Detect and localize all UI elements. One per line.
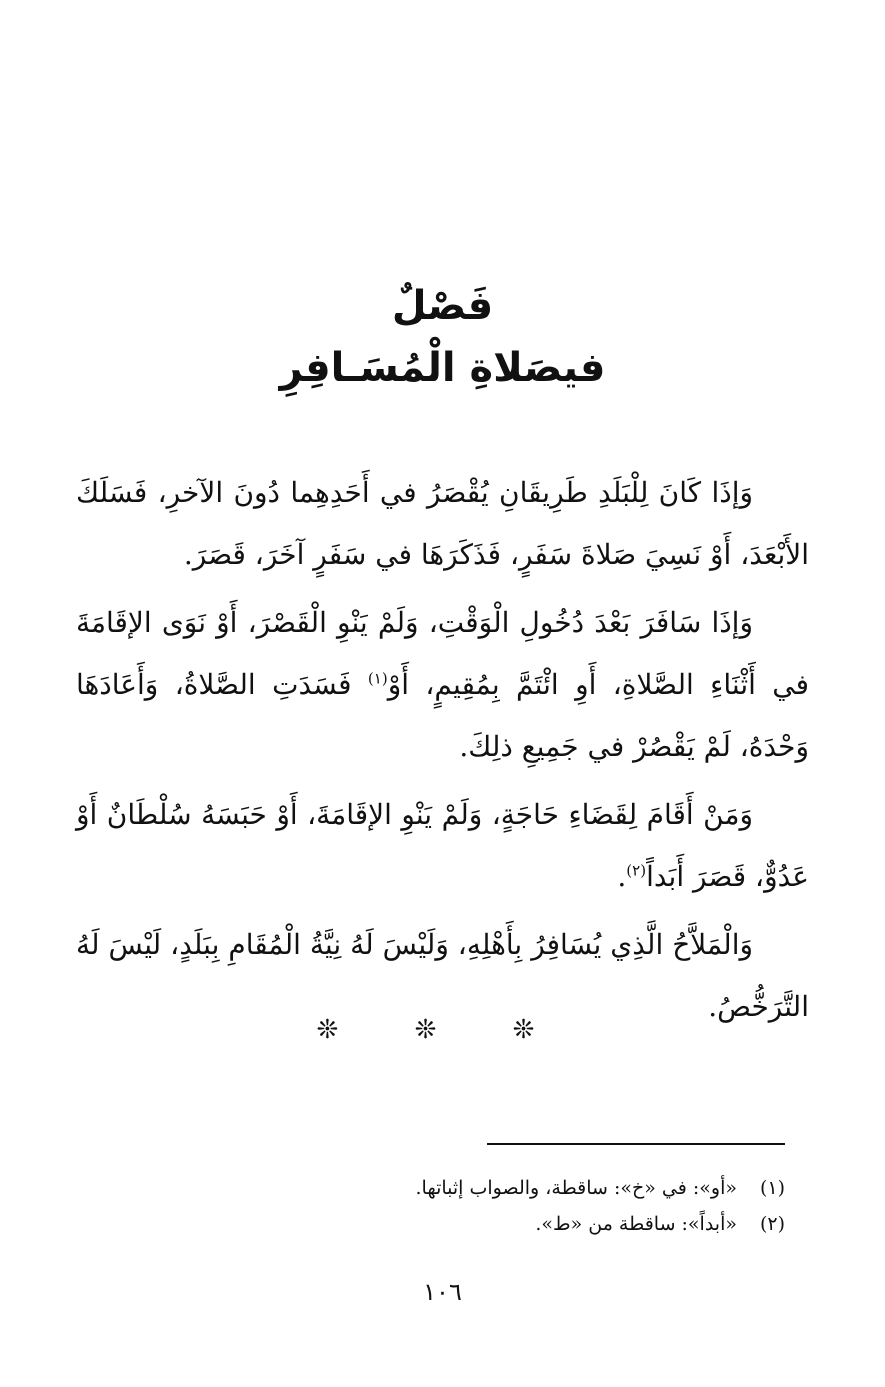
body-text [76, 462, 809, 1044]
paragraph: وَالْمَلاَّحُ الَّذِي يُسَافِرُ بِأَهْلِهِ، وَلَيْسَ لَهُ نِيَّةُ الْمُقَامِ بِبَلَدٍ، لَيْسَ لَهُ التَّرَخُّصُ. [76, 928, 809, 1023]
footnote [76, 1206, 785, 1242]
paragraph-text: وَإذَا سَافَرَ بَعْدَ دُخُولِ الْوَقْتِ، وَلَمْ يَنْوِ الْقَصْرَ، أَوْ نَوَى الإقَامَةَ في أَثْنَاءِ الصَّلاةِ، أَوِ ائْتَمَّ بِمُقِيمٍ، أَوْ [76, 606, 809, 701]
footnote-text: «أو»: في «خ»: ساقطة، والصواب إثباتها. [415, 1177, 737, 1199]
paragraph [76, 784, 809, 908]
footnotes [76, 1170, 785, 1242]
page-number: ١٠٦ [423, 1278, 462, 1306]
footnote-ref: (٢) [626, 861, 647, 880]
footnote-number: (٢) [759, 1213, 785, 1235]
footnote-number: (١) [759, 1177, 785, 1199]
footnote [76, 1170, 785, 1206]
section-subheading: فيصَلاةِ الْمُسَـافِرِ [279, 345, 606, 391]
footnote-text: «أبداً»: ساقطة من «ط». [535, 1213, 737, 1235]
footnote-divider [487, 1143, 785, 1145]
paragraph: وَإذَا كَانَ لِلْبَلَدِ طَرِيقَانِ يُقْصَرُ في أَحَدِهِما دُونَ الآخرِ، فَسَلَكَ الأَبْعَدَ، أَوْ نَسِيَ صَلاةَ سَفَرٍ، فَذَكَرَهَا في سَفَرٍ آخَرَ، قَصَرَ. [76, 476, 809, 571]
paragraph-text: فَسَدَتِ الصَّلاةُ، وَأَعَادَهَا وَحْدَهُ، لَمْ يَقْصُرْ في جَمِيعِ ذلِكَ. [76, 668, 809, 763]
paragraph-text: وَمَنْ أَقَامَ لِقَضَاءِ حَاجَةٍ، وَلَمْ يَنْوِ الإقَامَةَ، أَوْ حَبَسَهُ سُلْطَانٌ أَوْ عَدُوٌّ، قَصَرَ أَبَداً [76, 798, 809, 893]
section-heading: فَصْلٌ [391, 283, 494, 329]
paragraph [76, 592, 809, 778]
section-separator: ❊ ❊ ❊ [316, 1015, 569, 1045]
footnote-ref: (١) [367, 669, 388, 688]
paragraph-text: . [617, 860, 627, 893]
